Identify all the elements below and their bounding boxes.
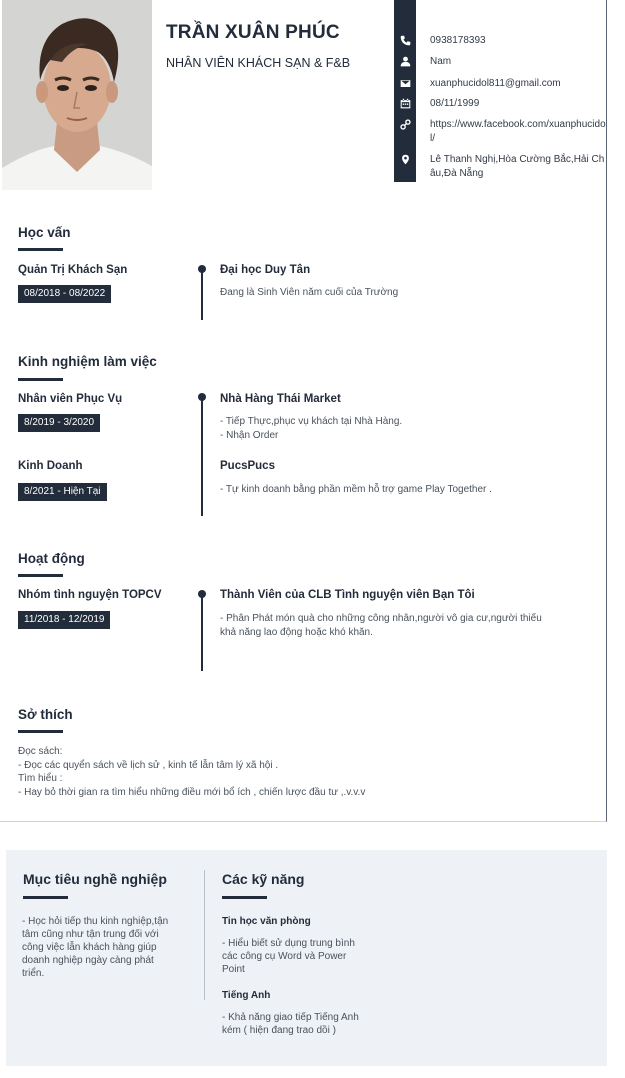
location-icon: [394, 153, 416, 165]
column-divider: [204, 870, 205, 1000]
contact-gender: Nam: [394, 55, 606, 69]
contact-website[interactable]: https://www.facebook.com/xuanphucidol/: [394, 118, 606, 146]
experience-heading: Kinh nghiệm làm việc: [18, 354, 157, 369]
timeline-dot: [198, 590, 206, 598]
timeline-dot: [198, 393, 206, 401]
activities-heading: Hoạt động: [18, 551, 85, 566]
experience-role: Kinh Doanh: [18, 460, 83, 472]
education-major: Quản Trị Khách Sạn: [18, 264, 128, 276]
education-underline: [18, 248, 63, 251]
skill-desc: - Khả năng giao tiếp Tiếng Anh kém ( hiện đang trao dồi ): [222, 1012, 359, 1036]
link-icon: [394, 118, 416, 130]
skills-underline: [222, 896, 267, 899]
activity-org: Thành Viên của CLB Tình nguyện viên Bạn Tôi: [220, 589, 475, 601]
education-school: Đại học Duy Tân: [220, 264, 311, 276]
experience-company: Nhà Hàng Thái Market: [220, 393, 341, 405]
education-desc: Đang là Sinh Viên năm cuối của Trường: [220, 287, 399, 298]
contact-address: Lê Thanh Nghị,Hòa Cường Bắc,Hải Châu,Đà Nẵng: [394, 153, 606, 181]
experience-date: 8/2021 - Hiện Tại: [18, 483, 107, 501]
experience-desc: - Tiếp Thực,phục vụ khách tại Nhà Hàng. - Nhận Order: [220, 416, 403, 441]
activity-group: Nhóm tình nguyện TOPCV: [18, 589, 162, 601]
candidate-title: NHÂN VIÊN KHÁCH SẠN & F&B: [166, 56, 351, 70]
education-heading: Học vấn: [18, 225, 71, 240]
email-icon: [394, 77, 416, 89]
calendar-icon: [394, 97, 416, 109]
contact-email: xuanphucidol811@gmail.com: [394, 77, 606, 91]
skills-heading: Các kỹ năng: [222, 871, 305, 887]
activity-desc: - Phân Phát món quà cho những công nhân,người vô gia cư,người thiếu khả năng lao động hoặc khó khăn.: [220, 613, 542, 638]
contact-birthday: 08/11/1999: [394, 97, 606, 111]
experience-role: Nhân viên Phục Vụ: [18, 393, 123, 405]
activities-timeline: [201, 593, 203, 671]
experience-timeline: [201, 396, 203, 516]
objective-underline: [23, 896, 68, 899]
timeline-dot: [198, 265, 206, 273]
experience-date: 8/2019 - 3/2020: [18, 414, 100, 432]
experience-underline: [18, 378, 63, 381]
phone-icon: [394, 34, 416, 46]
hobbies-underline: [18, 730, 63, 733]
education-timeline: [201, 268, 203, 320]
hobbies-text: Đọc sách: - Đọc các quyển sách về lịch sử , kinh tế lẫn tâm lý xã hội . Tìm hiểu : - Hay bỏ thời gian ra tìm hiểu những điều mới bổ ích , chiến lược đầu tư ,.v.v.v: [18, 746, 366, 798]
contact-phone: 0938178393: [394, 34, 606, 48]
objective-heading: Mục tiêu nghề nghiệp: [23, 871, 167, 887]
education-date: 08/2018 - 08/2022: [18, 285, 111, 303]
profile-photo: [2, 0, 152, 190]
hobbies-heading: Sở thích: [18, 707, 73, 722]
skill-name: Tiếng Anh: [222, 990, 271, 1001]
skill-name: Tin học văn phòng: [222, 916, 311, 927]
experience-desc: - Tự kinh doanh bằng phần mềm hỗ trợ game Play Together .: [220, 484, 492, 495]
cv-page-2: [6, 850, 607, 1066]
objective-text: - Học hỏi tiếp thu kinh nghiệp,tận tâm cũng như tận trung đối với công việc lẫn khách hàng giúp doanh nghiệp ngày càng phát triển.: [22, 916, 169, 979]
experience-company: PucsPucs: [220, 460, 275, 472]
activity-date: 11/2018 - 12/2019: [18, 611, 110, 629]
candidate-name: TRẦN XUÂN PHÚC: [166, 22, 340, 43]
user-icon: [394, 55, 416, 67]
skill-desc: - Hiểu biết sử dụng trung bình các công cụ Word và Power Point: [222, 938, 355, 975]
activities-underline: [18, 574, 63, 577]
